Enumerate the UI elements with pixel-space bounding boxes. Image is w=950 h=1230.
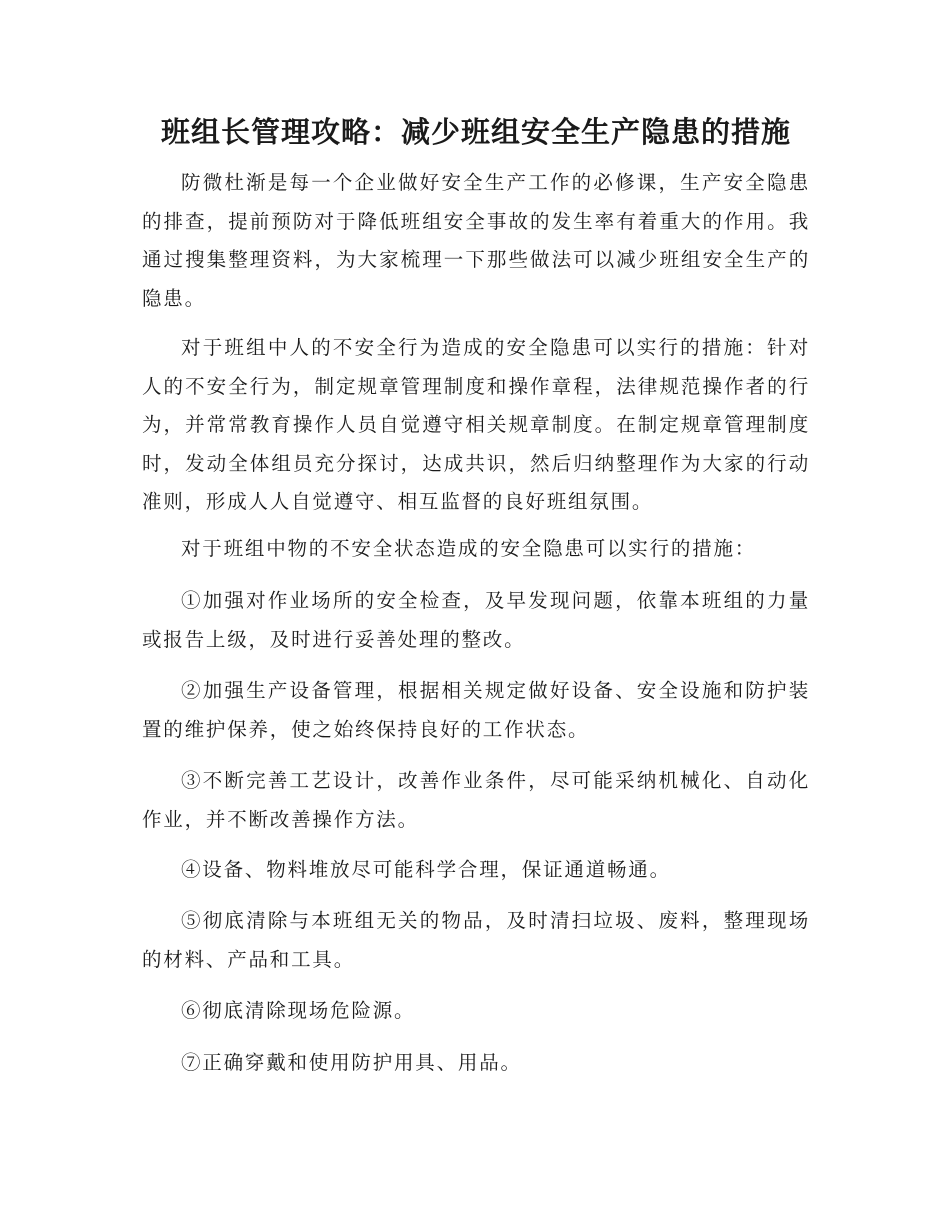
paragraph-object-factors-intro: 对于班组中物的不安全状态造成的安全隐患可以实行的措施：	[181, 537, 757, 560]
measure-item-2: ②加强生产设备管理，根据相关规定做好设备、安全设施和防护装置的维护保养，使之始终保持良好的工作状态。	[142, 679, 810, 741]
paragraph-intro: 防微杜渐是每一个企业做好安全生产工作的必修课，生产安全隐患的排查，提前预防对于降低班组安全事故的发生率有着重大的作用。我通过搜集整理资料，为大家梳理一下那些做法可以减少班组安全生产的隐患。	[142, 171, 810, 310]
measure-item-7: ⑦正确穿戴和使用防护用具、用品。	[181, 1051, 522, 1074]
measure-item-5: ⑤彻底清除与本班组无关的物品，及时清扫垃圾、废料，整理现场的材料、产品和工具。	[142, 909, 810, 971]
measure-item-4: ④设备、物料堆放尽可能科学合理，保证通道畅通。	[181, 858, 671, 881]
measure-item-3: ③不断完善工艺设计，改善作业条件，尽可能采纳机械化、自动化作业，并不断改善操作方法。	[142, 769, 810, 831]
measure-item-1: ①加强对作业场所的安全检查，及早发现问题，依靠本班组的力量或报告上级，及时进行妥善处理的整改。	[142, 589, 810, 651]
measure-item-6: ⑥彻底清除现场危险源。	[181, 999, 416, 1022]
document-title: 班组长管理攻略：减少班组安全生产隐患的措施	[160, 115, 791, 149]
paragraph-human-factors: 对于班组中人的不安全行为造成的安全隐患可以实行的措施：针对人的不安全行为，制定规章管理制度和操作章程，法律规范操作者的行为，并常常教育操作人员自觉遵守相关规章制度。在制定规章管理制度时，发动全体组员充分探讨，达成共识，然后归纳整理作为大家的行动准则，形成人人自觉遵守、相互监督的良好班组氛围。	[142, 336, 810, 513]
